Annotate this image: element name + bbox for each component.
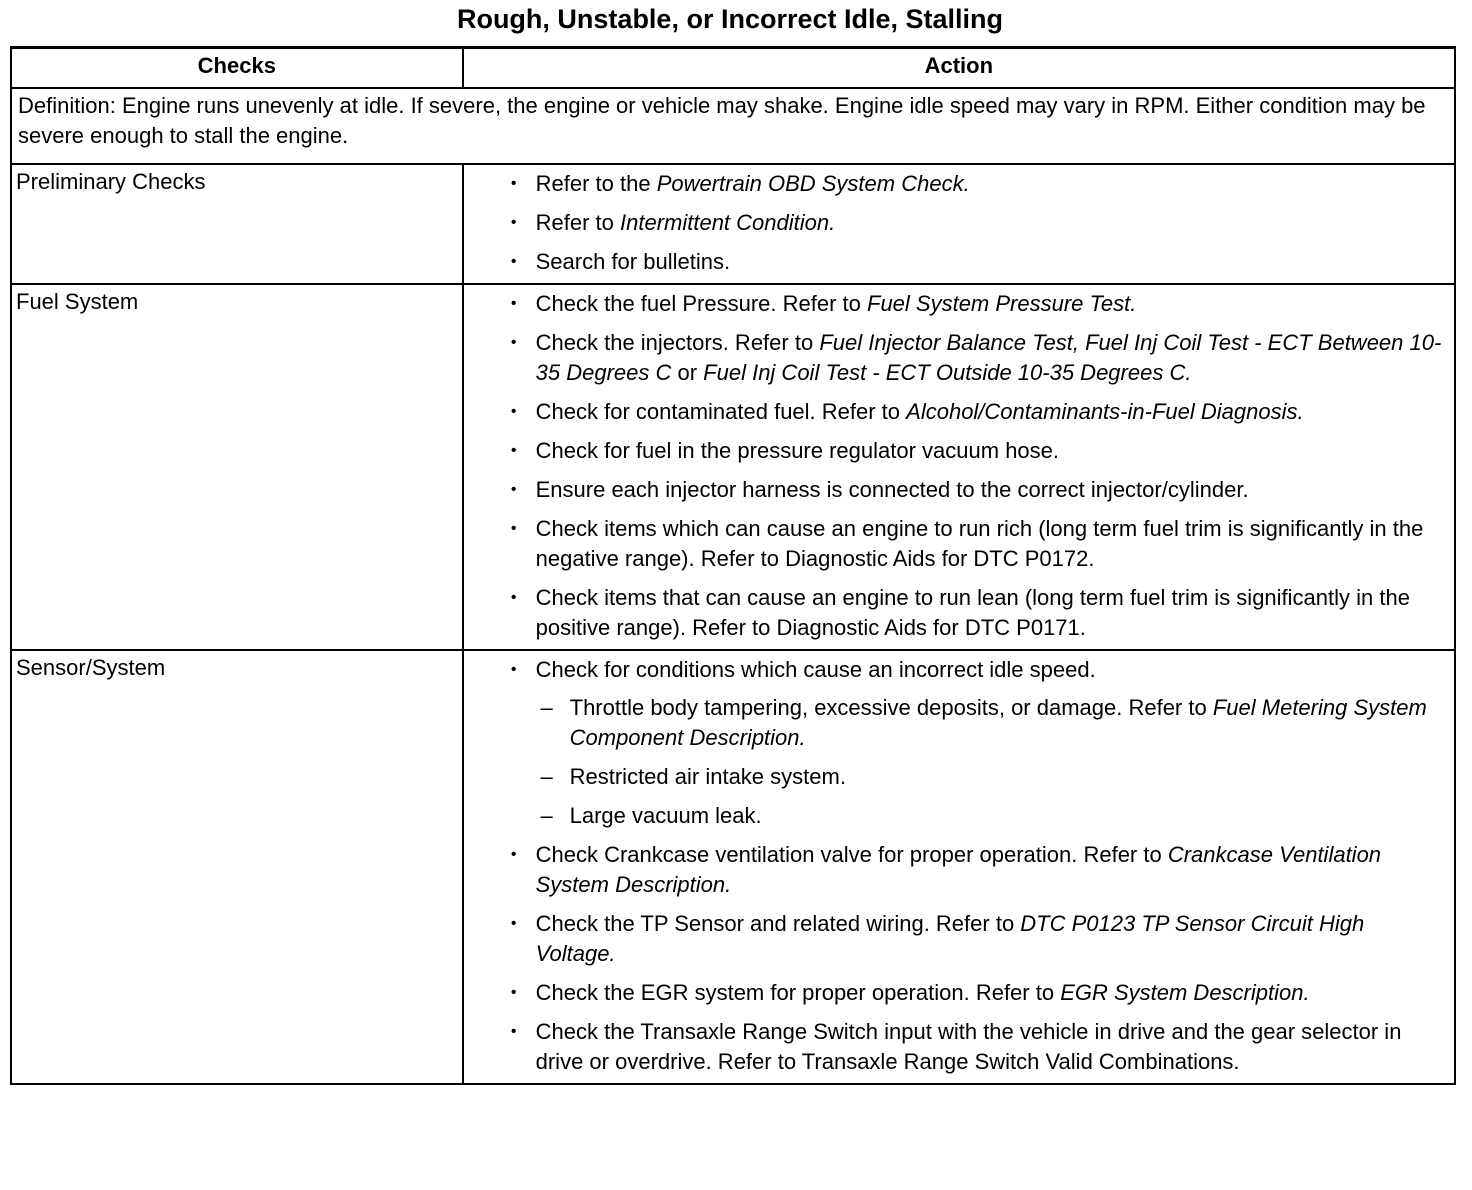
action-item	[504, 436, 1444, 466]
check-label: Preliminary Checks	[11, 164, 463, 284]
action-text: Check items which can cause an engine to run rich (long term fuel trim is significantly in the negative range). Refer to Diagnostic Aids for DTC P0172.	[535, 516, 1424, 571]
bullet-icon: •	[510, 984, 517, 1001]
action-list	[504, 655, 1444, 1077]
action-text: Check for fuel in the pressure regulator vacuum hose.	[535, 438, 1060, 463]
reference-link-text: Powertrain OBD System Check.	[656, 171, 970, 196]
reference-link-text: Fuel Injector Balance Test, Fuel Inj Coil Test - ECT Between 10-35 Degrees C	[535, 330, 1442, 385]
action-list	[504, 289, 1444, 643]
reference-link-text: Fuel Inj Coil Test - ECT Outside 10-35 Degrees C.	[703, 360, 1192, 385]
checks-column-header: Checks	[11, 48, 463, 89]
sub-action-list	[536, 693, 1444, 831]
action-item	[504, 475, 1444, 505]
action-text: Ensure each injector harness is connected to the correct injector/cylinder.	[535, 477, 1249, 502]
row-preliminary-checks	[11, 164, 1455, 284]
bullet-icon: •	[510, 214, 517, 231]
bullet-icon: •	[510, 253, 517, 270]
action-text: or	[671, 360, 704, 385]
action-item	[504, 978, 1444, 1008]
action-text: Check the EGR system for proper operation. Refer to	[535, 980, 1061, 1005]
dash-icon: –	[540, 803, 553, 828]
definition-row	[11, 88, 1455, 164]
reference-link-text: Fuel Metering System Component Description.	[569, 695, 1427, 750]
action-item	[504, 1017, 1444, 1077]
action-text: Large vacuum leak.	[569, 803, 762, 828]
action-column-header: Action	[463, 48, 1455, 89]
action-item	[504, 397, 1444, 427]
header-row	[11, 48, 1455, 89]
action-text: Search for bulletins.	[535, 249, 731, 274]
reference-link-text: DTC P0123 TP Sensor Circuit High Voltage.	[535, 911, 1365, 966]
action-item	[504, 909, 1444, 969]
bullet-icon: •	[510, 1023, 517, 1040]
sub-action-item	[536, 762, 1444, 792]
action-text: Refer to	[535, 210, 620, 235]
action-item	[504, 514, 1444, 574]
action-item	[504, 583, 1444, 643]
diagnostic-table	[10, 46, 1456, 1085]
bullet-icon: •	[510, 442, 517, 459]
check-label: Sensor/System	[11, 650, 463, 1084]
action-item	[504, 289, 1444, 319]
bullet-icon: •	[510, 661, 517, 678]
reference-link-text: Alcohol/Contaminants-in-Fuel Diagnosis.	[906, 399, 1304, 424]
dash-icon: –	[540, 764, 553, 789]
reference-link-text: Intermittent Condition.	[620, 210, 836, 235]
sub-action-item	[536, 693, 1444, 753]
bullet-icon: •	[510, 334, 517, 351]
action-text: Check for conditions which cause an incorrect idle speed.	[535, 657, 1096, 682]
action-text: Check the fuel Pressure. Refer to	[535, 291, 867, 316]
action-text: Restricted air intake system.	[569, 764, 846, 789]
row-fuel-system	[11, 284, 1455, 650]
bullet-icon: •	[510, 915, 517, 932]
reference-link-text: Fuel System Pressure Test.	[867, 291, 1137, 316]
bullet-icon: •	[510, 403, 517, 420]
page-title: Rough, Unstable, or Incorrect Idle, Stalling	[456, 4, 1004, 34]
bullet-icon: •	[510, 846, 517, 863]
action-item	[504, 655, 1444, 831]
action-text: Check the injectors. Refer to	[535, 330, 820, 355]
action-item	[504, 247, 1444, 277]
action-list	[504, 169, 1444, 277]
action-cell	[463, 284, 1455, 650]
sub-action-item	[536, 801, 1444, 831]
action-text: Check the TP Sensor and related wiring. Refer to	[535, 911, 1021, 936]
dash-icon: –	[540, 695, 553, 720]
action-cell	[463, 650, 1455, 1084]
action-item	[504, 208, 1444, 238]
action-text: Check items that can cause an engine to run lean (long term fuel trim is significantly in the positive range). Refer to Diagnostic Aids for DTC P0171.	[535, 585, 1410, 640]
bullet-icon: •	[510, 520, 517, 537]
action-text: Check the Transaxle Range Switch input with the vehicle in drive and the gear selector in drive or overdrive. Refer to Transaxle Range Switch Valid Combinations.	[535, 1019, 1402, 1074]
action-text: Check Crankcase ventilation valve for proper operation. Refer to	[535, 842, 1168, 867]
check-label: Fuel System	[11, 284, 463, 650]
reference-link-text: Crankcase Ventilation System Description.	[535, 842, 1382, 897]
definition-text: Definition: Engine runs unevenly at idle. If severe, the engine or vehicle may shake. Engine idle speed may vary in RPM. Either condition may be severe enough to stall the engine.	[11, 88, 1455, 164]
action-text: Throttle body tampering, excessive deposits, or damage. Refer to	[569, 695, 1213, 720]
bullet-icon: •	[510, 589, 517, 606]
reference-link-text: EGR System Description.	[1060, 980, 1310, 1005]
action-item	[504, 328, 1444, 388]
bullet-icon: •	[510, 481, 517, 498]
action-item	[504, 169, 1444, 199]
action-text: Refer to the	[535, 171, 657, 196]
action-cell	[463, 164, 1455, 284]
row-sensor-system	[11, 650, 1455, 1084]
bullet-icon: •	[510, 175, 517, 192]
action-text: Check for contaminated fuel. Refer to	[535, 399, 907, 424]
action-item	[504, 840, 1444, 900]
bullet-icon: •	[510, 295, 517, 312]
